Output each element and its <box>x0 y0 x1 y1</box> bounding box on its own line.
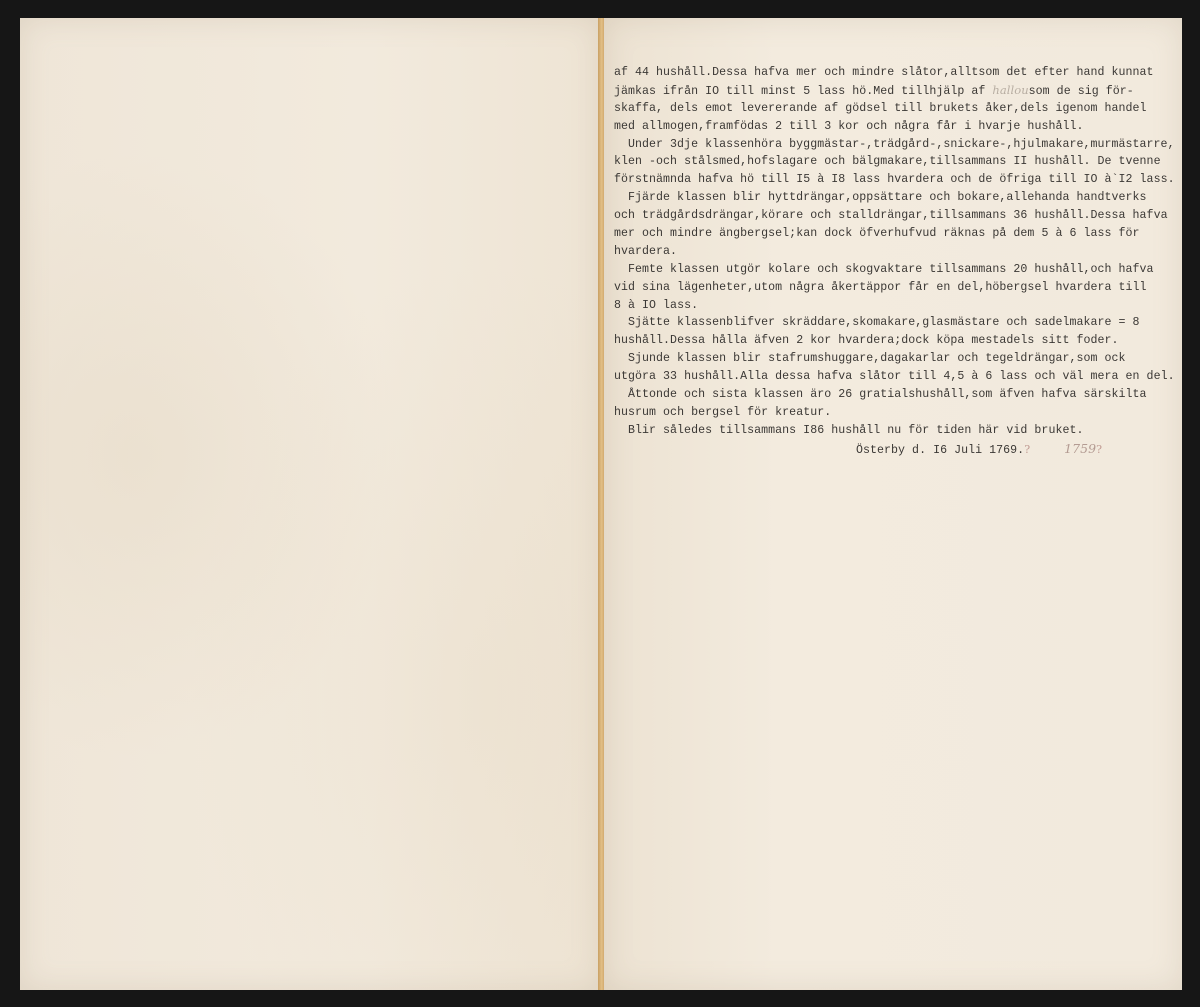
text-line: Fjärde klassen blir hyttdrängar,oppsättare och bokare,allehanda handtverks <box>628 191 1147 205</box>
text-line-part: som de sig för- <box>1028 84 1134 98</box>
text-line: Sjunde klassen blir stafrumshuggare,dagakarlar och tegeldrängar,som ock <box>628 352 1126 366</box>
handwritten-year-note: 1759 <box>1064 440 1097 456</box>
text-line: och trädgårdsdrängar,körare och stalldrängar,tillsammans 36 hushåll.Dessa hafva <box>614 209 1168 223</box>
text-line <box>614 82 1174 100</box>
paper-texture <box>20 18 600 990</box>
text-line: af 44 hushåll.Dessa hafva mer och mindre slåtor,alltsom det efter hand kunnat <box>614 66 1154 79</box>
text-line-part: jämkas ifrån IO till minst 5 lass hö.Med tillhjälp af <box>614 84 993 98</box>
text-line: förstnämnda hafva hö till I5 à I8 lass hvardera och de öfriga till IO à`I2 lass. <box>614 173 1175 187</box>
text-line: skaffa, dels emot levererande af gödsel till brukets åker,dels igenom handel <box>614 101 1147 115</box>
right-page <box>604 18 1182 990</box>
text-line: husrum och bergsel för kreatur. <box>614 405 832 419</box>
left-page-blank <box>20 18 600 990</box>
handwritten-question-mark: ? <box>1096 442 1103 456</box>
text-line: mer och mindre ängbergsel;kan dock öfverhufvud räknas på dem 5 à 6 lass för <box>614 227 1140 241</box>
text-line: Under 3dje klassenhöra byggmästar-,trädgård-,snickare-,hjulmakare,murmästarre, <box>628 137 1175 151</box>
place-date: Österby d. I6 Juli 1769. <box>856 443 1025 457</box>
handwritten-question-mark: ? <box>1024 442 1031 456</box>
text-line: klen -och stålsmed,hofslagare och bälgmakare,tillsammans II hushåll. De tvenne <box>614 155 1161 169</box>
signoff-line <box>614 440 1174 458</box>
text-line: Åttonde och sista klassen äro 26 gratialshushåll,som äfven hafva särskilta <box>628 388 1147 402</box>
text-line: med allmogen,framfödas 2 till 3 kor och några får i hvarje hushåll. <box>614 119 1084 133</box>
text-line: utgöra 33 hushåll.Alla dessa hafva slåtor till 4,5 à 6 lass och väl mera en del. <box>614 370 1175 384</box>
text-line: hvardera. <box>614 244 678 258</box>
typed-text-block <box>614 64 1174 458</box>
text-line: 8 à IO lass. <box>614 298 699 312</box>
text-line: vid sina lägenheter,utom några åkertäppor får en del,höbergsel hvardera till <box>614 280 1147 294</box>
text-line: Blir således tillsammans I86 hushåll nu för tiden här vid bruket. <box>628 423 1084 437</box>
text-line: Sjätte klassenblifver skräddare,skomakare,glasmästare och sadelmakare = 8 <box>628 316 1140 330</box>
handwritten-insertion: hallou <box>992 82 1029 97</box>
text-line: hushåll.Dessa hålla äfven 2 kor hvardera;dock köpa mestadels sitt foder. <box>614 334 1119 348</box>
text-line: Femte klassen utgör kolare och skogvaktare tillsammans 20 hushåll,och hafva <box>628 262 1154 276</box>
